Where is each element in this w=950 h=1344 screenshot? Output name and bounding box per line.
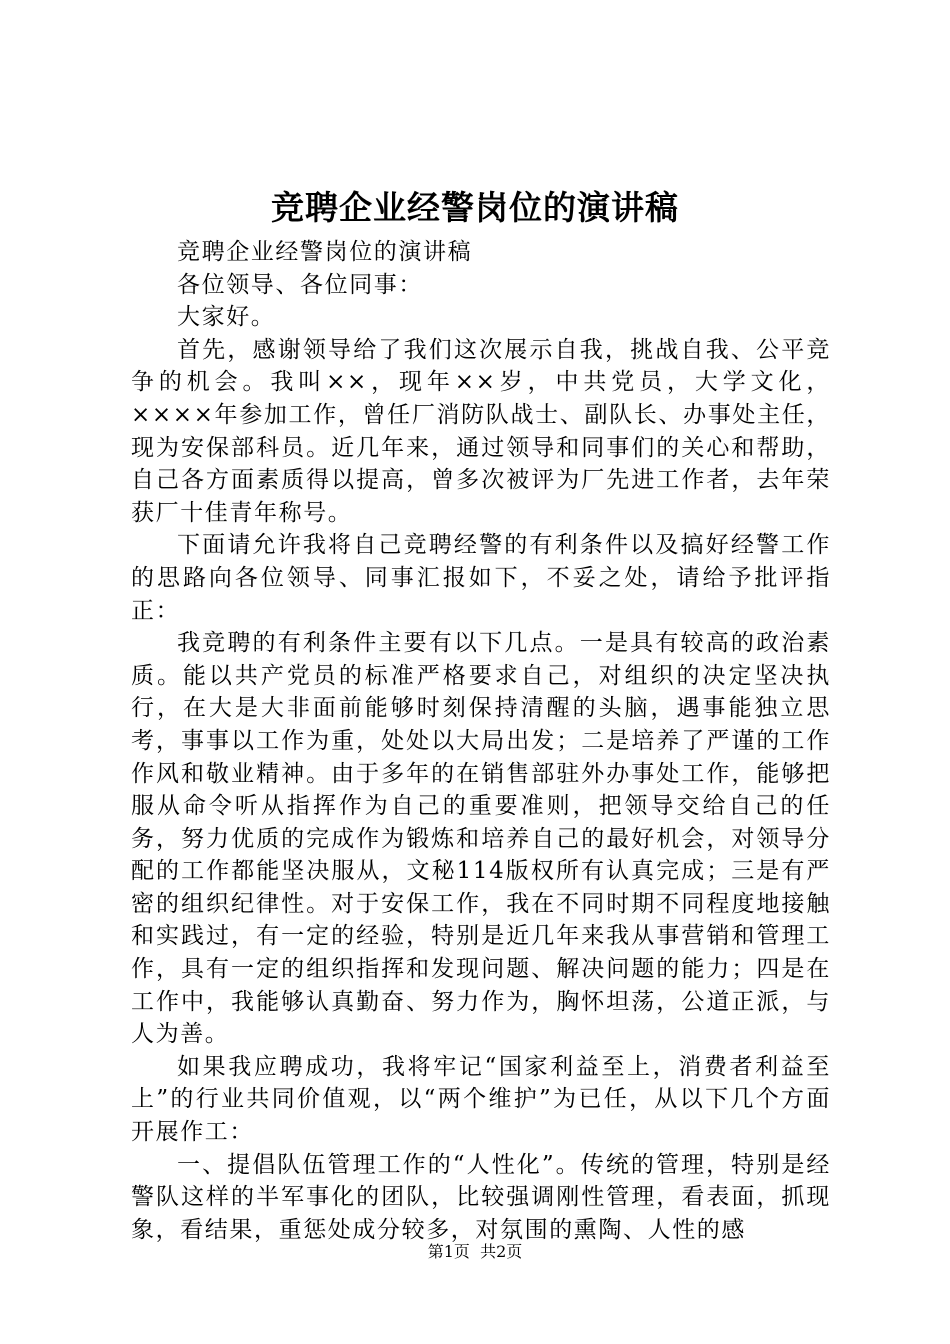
paragraph-introduction: 首先，感谢领导给了我们这次展示自我，挑战自我、公平竞争的机会。我叫××，现年××岁，中共党员，大学文化，××××年参加工作，曾任厂消防队战士、副队长、办事处主任，现为安保部科员。近几年来，通过领导和同事们的关心和帮助，自己各方面素质得以提高，曾多次被评为厂先进工作者，去年荣获厂十佳青年称号。 bbox=[131, 336, 831, 526]
paragraph-advantages: 我竞聘的有利条件主要有以下几点。一是具有较高的政治素质。能以共产党员的标准严格要求自己，对组织的决定坚决执行，在大是大非面前能够时刻保持清醒的头脑，遇事能独立思考，事事以工作为重，处处以大局出发；二是培养了严谨的工作作风和敬业精神。由于多年的在销售部驻外办事处工作，能够把服从命令听从指挥作为自己的重要准则，把领导交给自己的任务，努力优质的完成作为锻炼和培养自己的最好机会，对领导分配的工作都能坚决服从，文秘114版权所有认真完成；三是有严密的组织纪律性。对于安保工作，我在不同时期不同程度地接触和实践过，有一定的经验，特别是近几年来我从事营销和管理工作，具有一定的组织指挥和发现问题、解决问题的能力；四是在工作中，我能够认真勤奋、努力作为，胸怀坦荡，公道正派，与人为善。 bbox=[131, 630, 831, 1048]
paragraph-transition: 下面请允许我将自己竞聘经警的有利条件以及搞好经警工作的思路向各位领导、同事汇报如下，不妥之处，请给予批评指正： bbox=[131, 532, 831, 624]
paragraph-plan-item-1: 一、提倡队伍管理工作的“人性化”。传统的管理，特别是经警队这样的半军事化的团队，比较强调刚性管理，看表面，抓现象，看结果，重惩处成分较多，对氛围的熏陶、人性的感 bbox=[131, 1151, 831, 1243]
document-title: 竞聘企业经警岗位的演讲稿 bbox=[271, 188, 679, 227]
paragraph-plan-intro: 如果我应聘成功，我将牢记“国家利益至上，消费者利益至上”的行业共同价值观，以“两个维护”为已任，从以下几个方面开展作工： bbox=[131, 1053, 831, 1146]
paragraph-subtitle: 竞聘企业经警岗位的演讲稿 bbox=[177, 239, 473, 265]
page-footer bbox=[0, 1241, 950, 1263]
paragraph-greeting: 大家好。 bbox=[177, 304, 276, 331]
paragraph-salutation: 各位领导、各位同事： bbox=[177, 271, 423, 298]
document-body bbox=[131, 236, 831, 1246]
page-number-label: 第1页 共2页 bbox=[427, 1242, 523, 1261]
